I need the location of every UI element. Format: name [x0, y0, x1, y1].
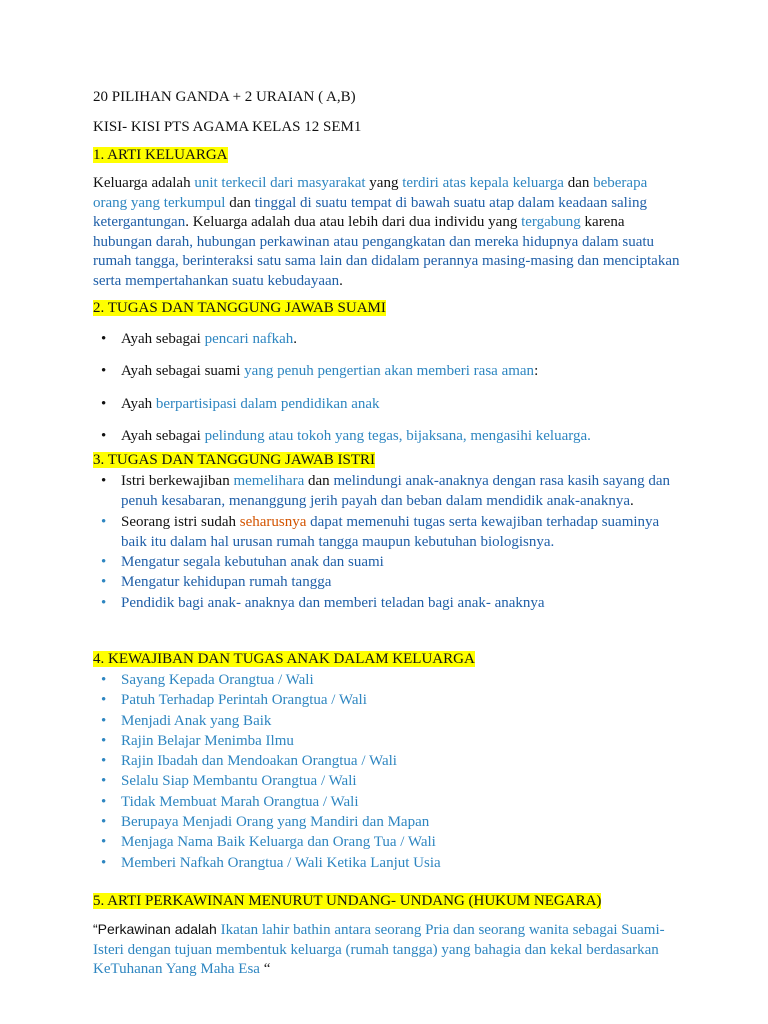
text-run: Ayah sebagai: [121, 331, 205, 347]
list-item: [93, 426, 683, 446]
bullet-icon: •: [101, 513, 107, 530]
list-item-text: Menjaga Nama Baik Keluarga dan Orang Tua / Wali: [121, 834, 436, 851]
bullet-icon: •: [101, 732, 107, 749]
text-run: dan: [563, 175, 594, 191]
bullet-icon: •: [101, 814, 107, 831]
highlight-text: unit terkecil dari masyarakat: [194, 175, 366, 191]
highlight-text: hubungan darah, hubungan perkawinan atau pengangkatan dan mereka hidupnya dalam suatu rumah tangga, berinteraksi satu sama lain dan didalam perannya masing-masing dan menciptakan serta mempertahankan suatu kebudayaan: [93, 233, 680, 289]
list-item: [93, 832, 683, 852]
list-item-text: Mengatur segala kebutuhan anak dan suami: [121, 554, 384, 571]
text-run: “Perkawinan adalah: [93, 921, 221, 937]
section-1-heading: [93, 146, 228, 165]
section-3-title: 3. TUGAS DAN TANGGUNG JAWAB ISTRI: [93, 452, 376, 468]
list-item: [93, 670, 683, 690]
list-item-text: Berupaya Menjadi Orang yang Mandiri dan Mapan: [121, 814, 430, 831]
text-run: . Keluarga adalah dua atau lebih dari dua individu yang: [185, 214, 522, 231]
list-item-text: Pendidik bagi anak- anaknya dan memberi teladan bagi anak- anaknya: [121, 594, 545, 611]
highlight-text: melindungi anak-anaknya dengan rasa kasih sayang dan penuh kesabaran, menanggung jerih payah dan beban dalam mendidik anak-anaknya: [121, 473, 670, 510]
text-run: .: [629, 493, 634, 510]
highlight-text: memelihara: [233, 473, 305, 489]
text-run: :: [534, 363, 539, 380]
bullet-icon: •: [101, 692, 107, 709]
highlight-text: seharusnya: [239, 513, 307, 530]
list-item-text: Memberi Nafkah Orangtua / Wali Ketika Lanjut Usia: [121, 854, 441, 871]
bullet-icon: •: [101, 793, 107, 810]
section-5-paragraph: [93, 920, 683, 980]
list-item: [93, 812, 683, 832]
text-run: dan: [304, 473, 334, 489]
section-2-list: [93, 329, 683, 446]
list-item: [93, 751, 683, 771]
list-item: [93, 593, 683, 613]
section-5-title: 5. ARTI PERKAWINAN MENURUT UNDANG- UNDANG (HUKUM NEGARA): [93, 893, 602, 909]
section-2-title: 2. TUGAS DAN TANGGUNG JAWAB SUAMI: [93, 300, 386, 316]
text-run: yang: [365, 175, 403, 191]
bullet-icon: •: [101, 574, 107, 591]
text-run: dan: [225, 194, 255, 211]
highlight-text: berpartisipasi dalam pendidikan anak: [155, 395, 380, 412]
highlight-text: terdiri atas kepala keluarga: [402, 175, 564, 191]
highlight-text: beberapa orang yang terkumpul: [93, 175, 648, 211]
list-item: [93, 512, 683, 553]
list-item-text: Mengatur kehidupan rumah tangga: [121, 574, 332, 591]
section-2-heading: [93, 299, 386, 318]
list-item: [93, 690, 683, 710]
section-4-title: 4. KEWAJIBAN DAN TUGAS ANAK DALAM KELUARGA: [93, 651, 475, 667]
bullet-icon: •: [101, 672, 107, 688]
list-item: [93, 329, 683, 349]
bullet-icon: •: [101, 773, 107, 790]
text-run: Ayah: [121, 395, 156, 412]
bullet-icon: •: [101, 473, 107, 489]
bullet-icon: •: [101, 834, 107, 851]
bullet-icon: •: [101, 594, 107, 611]
list-item: [93, 731, 683, 751]
text-run: .: [339, 272, 343, 289]
header-line-1: 20 PILIHAN GANDA + 2 URAIAN ( A,B): [93, 89, 356, 105]
list-item: [93, 792, 683, 812]
bullet-icon: •: [101, 395, 107, 412]
highlight-text: dapat memenuhi tugas serta kewajiban terhadap suaminya baik itu dalam hal urusan rumah tangga maupun kebutuhan biologisnya.: [121, 513, 660, 550]
highlight-text: Ikatan lahir bathin antara seorang Pria dan seorang wanita sebagai Suami-Isteri dengan tujuan membentuk keluarga (rumah tangga) yang bahagia dan kekal berdasarkan KeTuhanan Yang Maha Esa: [93, 922, 665, 978]
highlight-text: pelindung atau tokoh yang tegas, bijaksana, mengasihi keluarga.: [204, 427, 591, 444]
highlight-text: tinggal di suatu tempat di bawah suatu atap dalam keadaan saling ketergantungan: [93, 194, 648, 231]
text-run: Keluarga adalah: [93, 175, 195, 191]
header-line-2: KISI- KISI PTS AGAMA KELAS 12 SEM1: [93, 119, 362, 135]
highlight-text: yang penuh pengertian akan memberi rasa aman: [244, 363, 535, 380]
section-1-paragraph: [93, 174, 683, 292]
text-run: .: [293, 331, 298, 347]
list-item-text: Rajin Ibadah dan Mendoakan Orangtua / Wali: [121, 753, 397, 770]
list-item-text: Sayang Kepada Orangtua / Wali: [121, 672, 314, 688]
list-item: [93, 552, 683, 572]
list-item: [93, 572, 683, 592]
list-item: [93, 711, 683, 731]
highlight-text: pencari nafkah: [204, 331, 294, 347]
list-item: [93, 853, 683, 873]
section-3-heading: [93, 451, 375, 470]
section-4-list: [93, 670, 683, 873]
bullet-icon: •: [101, 554, 107, 571]
text-run: Ayah sebagai: [121, 427, 205, 444]
text-run: karena: [580, 214, 625, 231]
section-4-heading: [93, 650, 475, 669]
highlight-text: tergabung: [521, 214, 581, 231]
list-item-text: Tidak Membuat Marah Orangtua / Wali: [121, 793, 359, 810]
text-run: Ayah sebagai suami: [121, 363, 245, 380]
list-item: [93, 471, 683, 512]
bullet-icon: •: [101, 427, 107, 444]
text-run: Seorang istri sudah: [121, 513, 240, 530]
section-1-title: 1. ARTI KELUARGA: [93, 147, 228, 163]
list-item-text: Menjadi Anak yang Baik: [121, 712, 272, 729]
bullet-icon: •: [101, 712, 107, 729]
list-item-text: Selalu Siap Membantu Orangtua / Wali: [121, 773, 357, 790]
list-item: [93, 771, 683, 791]
bullet-icon: •: [101, 331, 107, 347]
list-item: [93, 361, 683, 381]
bullet-icon: •: [101, 854, 107, 871]
bullet-icon: •: [101, 753, 107, 770]
section-5-heading: [93, 892, 601, 911]
section-3-list: [93, 471, 683, 613]
list-item: [93, 394, 683, 414]
list-item-text: Patuh Terhadap Perintah Orangtua / Wali: [121, 692, 367, 709]
list-item-text: Rajin Belajar Menimba Ilmu: [121, 732, 294, 749]
text-run: “: [259, 961, 271, 978]
bullet-icon: •: [101, 363, 107, 380]
text-run: Istri berkewajiban: [121, 473, 234, 489]
